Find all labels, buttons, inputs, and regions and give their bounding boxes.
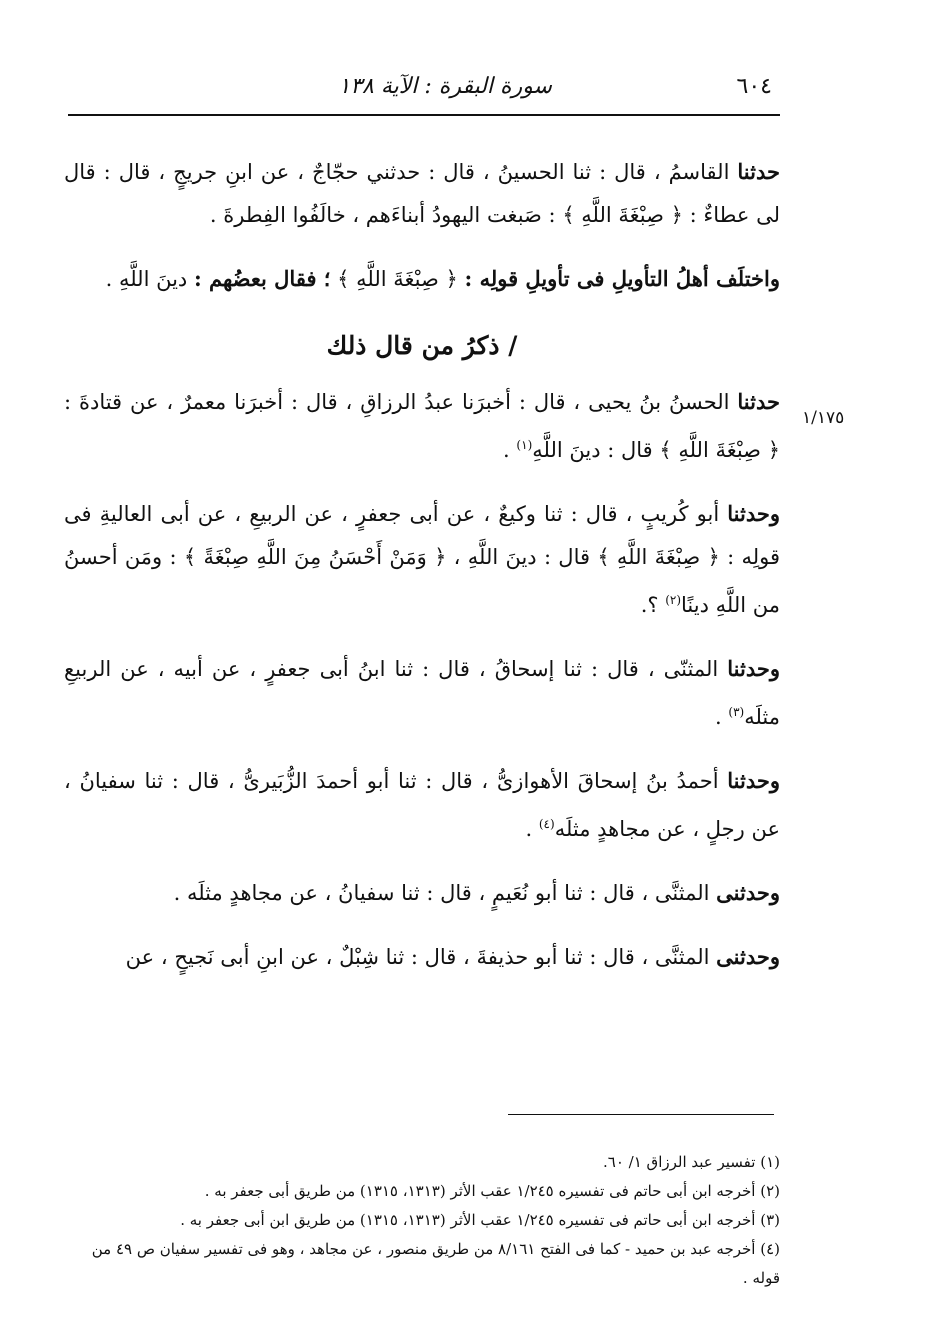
running-head: سورة البقرة : الآية ١٣٨ bbox=[338, 74, 552, 99]
paragraph-tail: قال : دينَ اللَّهِ bbox=[532, 438, 653, 462]
narration-lead: وحدثنا bbox=[727, 501, 780, 526]
paragraph-end: . bbox=[525, 817, 533, 841]
paragraph-4 bbox=[64, 492, 780, 627]
narration-lead: حدثنا bbox=[737, 389, 780, 414]
paragraph-tail: : صَبغت اليهودُ أبناءَهم ، خالَفُوا الفِطرةَ . bbox=[209, 203, 556, 227]
footnote-marker: (٢) bbox=[665, 593, 682, 607]
quran-quote: ﴿ صِبْغَةَ اللَّهِ ﴾ bbox=[337, 267, 458, 291]
footnote-3: (٣) أخرجه ابن أبى حاتم فى تفسيره ١/٢٤٥ عقب الأثر (١٣١٣، ١٣١٥) من طريق ابن أبى جعفر به . bbox=[180, 1211, 780, 1229]
margin-reference: ١/١٧٥ bbox=[802, 408, 845, 428]
paragraph-mid: قال : دينَ اللَّهِ ، bbox=[453, 545, 591, 569]
narration-lead: وحدثنا bbox=[727, 768, 780, 793]
narration-lead: حدثنا bbox=[737, 159, 780, 184]
narration-lead: وحدثنى bbox=[716, 880, 780, 905]
narration-lead: وحدثنى bbox=[716, 944, 780, 969]
paragraph-6 bbox=[64, 759, 780, 851]
footnote-1: (١) تفسير عبد الرزاق ١/ ٦٠. bbox=[602, 1153, 780, 1171]
page-header bbox=[68, 66, 780, 116]
paragraph-end: . bbox=[503, 438, 510, 462]
paragraph-lead: واختلَف أهلُ التأويلِ فى تأويلِ قولِه : bbox=[464, 266, 780, 291]
paragraph-text: أبو كُريبٍ ، قال : ثنا وكيعٌ ، عن أبى جعفرٍ ، عن الربيعِ ، عن أبى العاليةِ فى قولِه : bbox=[64, 502, 781, 569]
footnote-marker: (٤) bbox=[538, 817, 555, 831]
paragraph-2 bbox=[64, 257, 780, 301]
quran-quote: ﴿ صِبْغَةَ اللَّهِ ﴾ bbox=[597, 545, 720, 569]
footnote-2: (٢) أخرجه ابن أبى حاتم فى تفسيره ١/٢٤٥ عقب الأثر (١٣١٣، ١٣١٥) من طريق أبى جعفر به . bbox=[204, 1182, 780, 1200]
paragraph-text: أحمدُ بنُ إسحاقَ الأهوازىُّ ، قال : ثنا أبو أحمدَ الزُّبَيرىُّ ، قال : ثنا سفيانُ ، عن رجلٍ ، عن مجاهدٍ مثلَه bbox=[64, 769, 780, 841]
footnote-divider bbox=[508, 1114, 774, 1115]
paragraph-end: . bbox=[715, 705, 722, 729]
paragraph-8 bbox=[64, 935, 780, 979]
footnote-marker: (٣) bbox=[728, 705, 745, 719]
paragraph-text: المثنّى ، قال : ثنا إسحاقُ ، قال : ثنا ابنُ أبى جعفرٍ ، عن أبيه ، عن الربيعِ مثلَه bbox=[64, 657, 780, 729]
paragraph-text: الحسنُ بنُ يحيى ، قال : أخبرَنا عبدُ الرزاقِ ، قال : أخبرَنا معمرٌ ، عن قتادةَ : bbox=[64, 390, 730, 414]
paragraph-end: ؟. bbox=[640, 593, 659, 617]
footnote-4: (٤) أخرجه عبد بن حميد - كما فى الفتح ٨/١٦١ من طريق منصور ، عن مجاهد ، وهو فى تفسير سفيان ص ٤٩ من قوله . bbox=[91, 1240, 780, 1287]
paragraph-lead-2: ؛ فقال بعضُهم : bbox=[193, 266, 331, 291]
footnotes bbox=[64, 1148, 780, 1293]
paragraph-1 bbox=[64, 150, 780, 237]
narration-lead: وحدثنا bbox=[727, 656, 780, 681]
paragraph-tail: دينَ اللَّهِ . bbox=[105, 267, 188, 291]
quran-quote-2: ﴿ وَمَنْ أَحْسَنُ مِنَ اللَّهِ صِبْغَةً ﴾ bbox=[183, 545, 447, 569]
paragraph-3 bbox=[64, 380, 780, 472]
paragraph-tail: : ومَن أحسنُ من اللَّهِ دينًا bbox=[64, 545, 780, 617]
quran-quote: ﴿ صِبْغَةَ اللَّهِ ﴾ bbox=[659, 438, 780, 462]
quran-quote: ﴿ صِبْغَةَ اللَّهِ ﴾ bbox=[562, 203, 683, 227]
section-title: / ذكرُ من قال ذلك bbox=[326, 331, 518, 360]
page-number: ٦٠٤ bbox=[736, 74, 772, 99]
paragraph-text: القاسمُ ، قال : ثنا الحسينُ ، قال : حدثني حجّاجٌ ، عن ابنِ جريجٍ ، قال : قال لى عطاءٌ : bbox=[64, 160, 780, 227]
main-text bbox=[64, 150, 780, 999]
paragraph-text: المثنَّى ، قال : ثنا أبو نُعَيمٍ ، قال : ثنا سفيانُ ، عن مجاهدٍ مثلَه . bbox=[173, 881, 710, 905]
paragraph-text: المثنَّى ، قال : ثنا أبو حذيفةَ ، قال : ثنا شِبْلٌ ، عن ابنِ أبى نَجيحٍ ، عن bbox=[125, 945, 710, 969]
footnote-marker: (١) bbox=[516, 438, 533, 452]
paragraph-5 bbox=[64, 647, 780, 739]
paragraph-7 bbox=[64, 871, 780, 915]
